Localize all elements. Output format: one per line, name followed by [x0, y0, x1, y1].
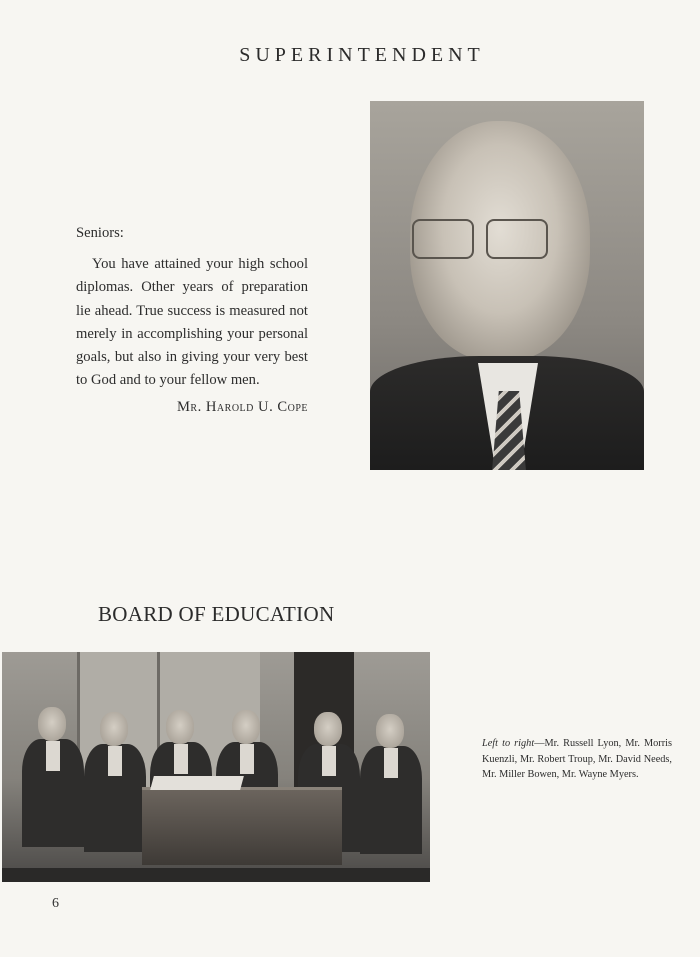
letter-signature: Mr. Harold U. Cope [176, 399, 308, 416]
caption-lead: Left to right [482, 738, 535, 749]
board-of-education-heading: BOARD OF EDUCATION [98, 602, 335, 626]
letter-salutation: Seniors: [76, 225, 124, 241]
caption-names: —Mr. Russell Lyon, Mr. Morris Kuenzli, Mr. Robert Troup, Mr. David Needs, Mr. Miller Bowen, Mr. Wayne Myers. [482, 738, 673, 781]
board-group-photo [2, 652, 430, 882]
board-photo-caption [482, 736, 672, 783]
page-number: 6 [52, 896, 59, 911]
superintendent-portrait-photo [370, 101, 644, 470]
superintendent-letter [76, 222, 308, 420]
superintendent-heading: SUPERINTENDENT [239, 44, 485, 66]
letter-body: You have attained your high school diplomas. Other years of preparation lie ahead. True success is measured not merely in accomplishing your personal goals, but also in giving your very best to God and to your fellow men. [76, 256, 308, 389]
